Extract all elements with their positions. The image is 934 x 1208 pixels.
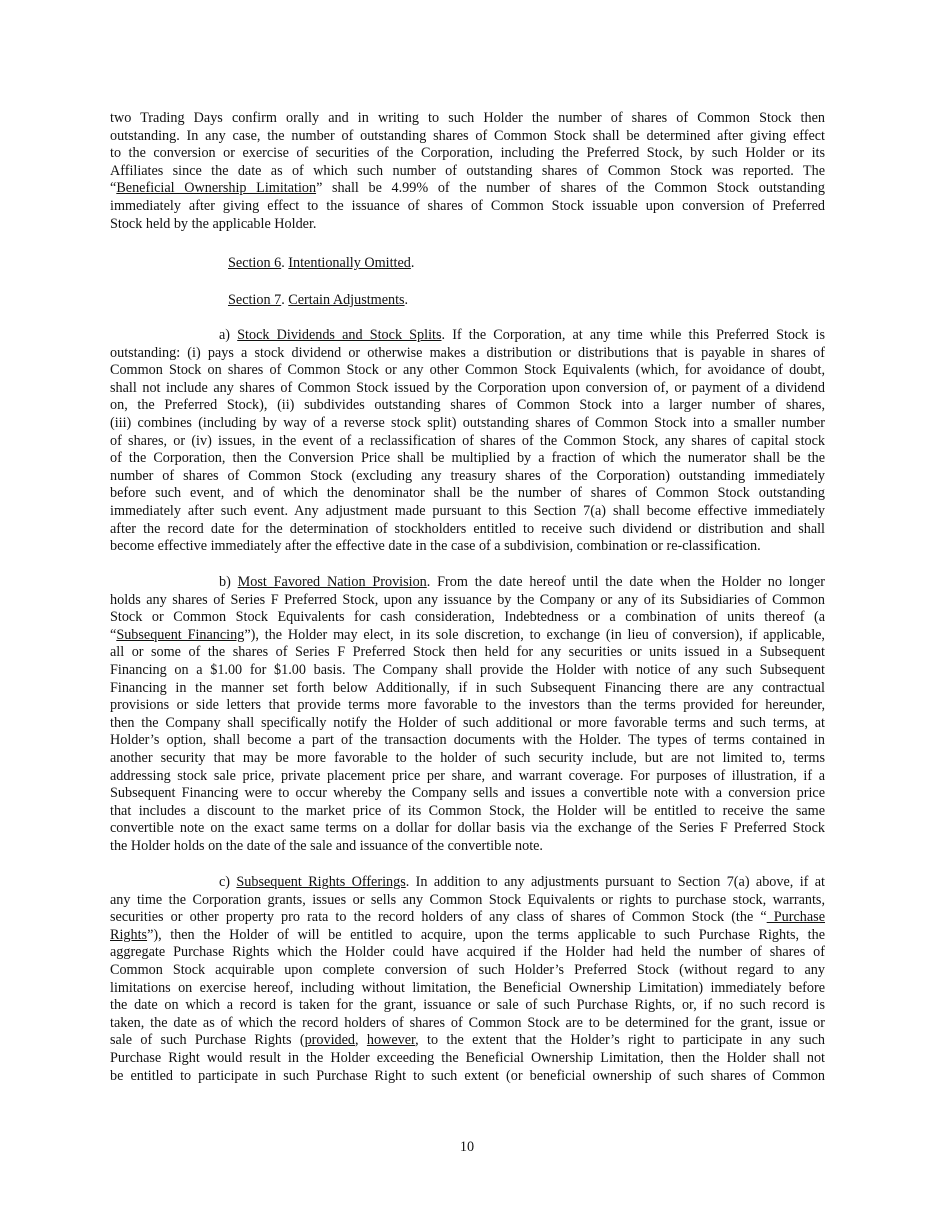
- text-line: [110, 962, 825, 980]
- text-line: [110, 697, 825, 715]
- text-run: be entitled to participate in such Purchase Right to such extent (or beneficial ownership of such shares of Common: [110, 1067, 825, 1084]
- text-run: ”), then the Holder of will be entitled to acquire, upon the terms applicable to such Purchase Rights, the: [147, 926, 825, 943]
- section-7-heading: [110, 292, 825, 310]
- text-line: [110, 415, 825, 433]
- text-run: ”), the Holder may elect, in its sole discretion, to exchange (in lieu of conversion), if applicable,: [244, 626, 825, 643]
- text-line: [110, 521, 825, 539]
- text-line: [110, 662, 825, 680]
- text-run: all or some of the shares of Series F Preferred Stock then held for any securities or units issued in a Subsequent: [110, 644, 825, 661]
- text-line: [110, 327, 825, 345]
- text-run: outstanding: (i) pays a stock dividend or otherwise makes a distribution or distributions that is payable in shares of: [110, 344, 825, 361]
- text-line: [110, 1015, 825, 1033]
- underlined-term: Beneficial Ownership Limitation: [116, 180, 317, 197]
- underlined-term: Section 6: [228, 255, 282, 271]
- text-run: outstanding. In any case, the number of outstanding shares of Common Stock shall be determined after giving effect: [110, 127, 825, 144]
- text-line: [110, 380, 825, 398]
- text-run: of the Corporation, then the Conversion Price shall be multiplied by a fraction of which the numerator shall be the: [110, 450, 825, 467]
- text-line: [110, 874, 825, 892]
- text-line: [110, 255, 825, 273]
- text-run: Subsequent Financing were to occur whereby the Company sells and issues a convertible note with a conversion price: [110, 785, 825, 802]
- text-line: [110, 892, 825, 910]
- text-line: [110, 433, 825, 451]
- text-run: Stock or Common Stock Equivalents for cash consideration, Indebtedness or a combination of units thereof (a: [110, 609, 825, 626]
- underlined-term: Stock Dividends and Stock Splits: [237, 327, 442, 343]
- text-line: [110, 110, 825, 128]
- text-line: [110, 163, 825, 181]
- paragraph-beneficial-ownership: [110, 110, 825, 233]
- text-run: shall not include any shares of Common Stock issued by the Corporation upon conversion of, or payment of a dividend: [110, 379, 825, 396]
- text-line: [110, 715, 825, 733]
- text-line: [110, 198, 825, 216]
- text-line: [110, 128, 825, 146]
- text-run: (iii) combines (including by way of a reverse stock split) outstanding shares of Common Stock into a smaller number: [110, 414, 825, 431]
- text-run: c): [219, 874, 237, 890]
- text-line: [110, 980, 825, 998]
- text-line: [110, 292, 825, 310]
- text-run: securities or other property pro rata to the record holders of any class of shares of Common Stock (the “: [110, 909, 767, 926]
- text-run: .: [281, 255, 289, 271]
- text-line: [110, 644, 825, 662]
- text-line: [110, 680, 825, 698]
- text-run: immediately after such event. Any adjustment made pursuant to this Section 7(a) shall become effective immediately: [110, 502, 825, 519]
- text-line: [110, 592, 825, 610]
- text-run: .: [281, 292, 289, 308]
- underlined-term: Intentionally Omitted: [288, 255, 411, 271]
- text-run: . If the Corporation, at any time while this Preferred Stock is: [441, 327, 825, 343]
- text-run: ” shall be 4.99% of the number of shares of the Common Stock outstanding: [316, 180, 825, 197]
- text-line: [110, 485, 825, 503]
- text-line: [110, 838, 825, 856]
- text-line: [110, 785, 825, 803]
- text-run: after the record date for the determination of stockholders entitled to receive such dividend or distribution and shall: [110, 520, 825, 537]
- text-run: Holder’s option, shall become a part of the transaction documents with the Holder. The types of terms contained in: [110, 732, 825, 749]
- text-run: any time the Corporation grants, issues or sells any Common Stock Equivalents or rights to purchase stock, warrants,: [110, 891, 825, 908]
- text-run: Common Stock acquirable upon complete conversion of such Holder’s Preferred Stock (without regard to any: [110, 961, 825, 978]
- underlined-term: Purchase: [766, 909, 825, 926]
- text-run: “: [110, 180, 117, 197]
- text-run: “: [110, 626, 117, 643]
- text-line: [110, 180, 825, 198]
- text-run: the date on which a record is taken for the grant, issuance or sale of such Purchase Rights, or, if no such record is: [110, 997, 825, 1014]
- text-line: [110, 574, 825, 592]
- underlined-term: Section 7: [228, 292, 282, 308]
- text-run: Stock held by the applicable Holder.: [110, 215, 317, 232]
- text-line: [110, 503, 825, 521]
- text-run: aggregate Purchase Rights which the Holder could have acquired if the Holder had held the number of shares of: [110, 944, 825, 961]
- text-line: [110, 609, 825, 627]
- paragraph-7a-stock-dividends: [110, 327, 825, 556]
- text-line: [110, 216, 825, 234]
- text-run: the Holder holds on the date of the sale and issuance of the convertible note.: [110, 837, 543, 854]
- text-run: convertible note on the exact same terms on a dollar for dollar basis via the exchange of the Series F Preferred Stock: [110, 820, 825, 837]
- text-line: [110, 927, 825, 945]
- text-line: [110, 627, 825, 645]
- text-line: [110, 803, 825, 821]
- text-run: provisions or side letters that provide terms more favorable to the investors than the terms provided for hereunder,: [110, 697, 825, 714]
- text-line: [110, 450, 825, 468]
- text-run: .: [404, 292, 409, 308]
- text-run: ,: [355, 1032, 367, 1049]
- page-number: 10: [459, 1139, 475, 1155]
- text-run: . In addition to any adjustments pursuant to Section 7(a) above, if at: [405, 874, 825, 890]
- underlined-term: Subsequent Rights Offerings: [236, 874, 406, 890]
- text-run: Common Stock on shares of Common Stock or any other Common Stock Equivalents (which, for avoidance of doubt,: [110, 362, 825, 379]
- underlined-term: provided: [304, 1032, 355, 1049]
- text-run: Affiliates since the date as of which such number of outstanding shares of Common Stock was reported. The: [110, 162, 825, 179]
- text-run: , to the extent that the Holder’s right to participate in any such: [415, 1032, 825, 1049]
- text-line: [110, 397, 825, 415]
- text-run: sale of such Purchase Rights (: [110, 1032, 305, 1049]
- paragraph-7c-subsequent-rights: [110, 874, 825, 1085]
- text-run: taken, the date as of which the record holders of shares of Common Stock are to be determined for the grant, issue or: [110, 1014, 825, 1031]
- text-line: [110, 820, 825, 838]
- paragraph-7b-most-favored-nation: [110, 574, 825, 856]
- text-line: [110, 345, 825, 363]
- text-run: on, the Preferred Stock), (ii) subdivides outstanding shares of Common Stock into a larger number of shares,: [110, 397, 825, 414]
- text-line: [110, 1068, 825, 1086]
- text-line: [110, 145, 825, 163]
- text-line: [110, 997, 825, 1015]
- text-run: limitations on exercise hereof, including without limitation, the Beneficial Ownership Limitation) immediately before: [110, 979, 825, 996]
- text-run: a): [219, 327, 238, 343]
- text-run: that includes a discount to the market price of its Common Stock, the Holder will be entitled to receive the same: [110, 802, 825, 819]
- text-run: before such event, and of which the denominator shall be the number of shares of Common Stock outstanding: [110, 485, 825, 502]
- text-line: [110, 1050, 825, 1068]
- underlined-term: however: [366, 1032, 416, 1049]
- text-run: become effective immediately after the effective date in the case of a subdivision, combination or re-classification.: [110, 538, 761, 555]
- underlined-term: Rights: [110, 926, 148, 943]
- text-run: holds any shares of Series F Preferred Stock, upon any issuance by the Company or any of its Subsidiaries of Common: [110, 591, 825, 608]
- text-line: [110, 909, 825, 927]
- text-run: addressing stock sale price, private placement price per share, and warrant coverage. For purposes of illustration, if a: [110, 767, 825, 784]
- text-line: [110, 768, 825, 786]
- text-line: [110, 468, 825, 486]
- text-run: to the conversion or exercise of securities of the Corporation, including the Preferred Stock, by such Holder or its: [110, 145, 825, 162]
- text-line: [110, 944, 825, 962]
- text-run: another security that may be more favorable to the holder of such security include, but are not limited to, terms: [110, 749, 825, 766]
- text-run: . From the date hereof until the date when the Holder no longer: [426, 574, 825, 590]
- text-run: then the Company shall specifically notify the Holder of such additional or more favorable terms and such terms, at: [110, 714, 825, 731]
- text-line: [110, 750, 825, 768]
- text-run: Financing in the manner set forth below Additionally, if in such Subsequent Financing there are any contractual: [110, 679, 825, 696]
- text-line: [110, 1032, 825, 1050]
- text-run: of shares, or (iv) issues, in the event of a reclassification of shares of the Common Stock, any shares of capital stock: [110, 432, 825, 449]
- text-run: immediately after giving effect to the issuance of shares of Common Stock issuable upon conversion of Preferred: [110, 197, 825, 214]
- text-run: b): [219, 574, 238, 590]
- text-line: [110, 732, 825, 750]
- underlined-term: Most Favored Nation Provision: [237, 574, 427, 590]
- text-line: [110, 362, 825, 380]
- section-6-heading: [110, 255, 825, 273]
- text-run: number of shares of Common Stock (excluding any treasury shares of the Corporation) outstanding immediately: [110, 467, 825, 484]
- text-run: .: [410, 255, 415, 271]
- text-run: two Trading Days confirm orally and in writing to such Holder the number of shares of Common Stock then: [110, 110, 825, 126]
- text-run: Financing on a $1.00 for $1.00 basis. The Company shall provide the Holder with notice of any such Subsequent: [110, 661, 825, 678]
- text-line: [110, 538, 825, 556]
- underlined-term: Certain Adjustments: [288, 292, 405, 308]
- underlined-term: Subsequent Financing: [116, 626, 245, 643]
- text-run: Purchase Right would result in the Holder exceeding the Beneficial Ownership Limitation, then the Holder shall not: [110, 1049, 825, 1066]
